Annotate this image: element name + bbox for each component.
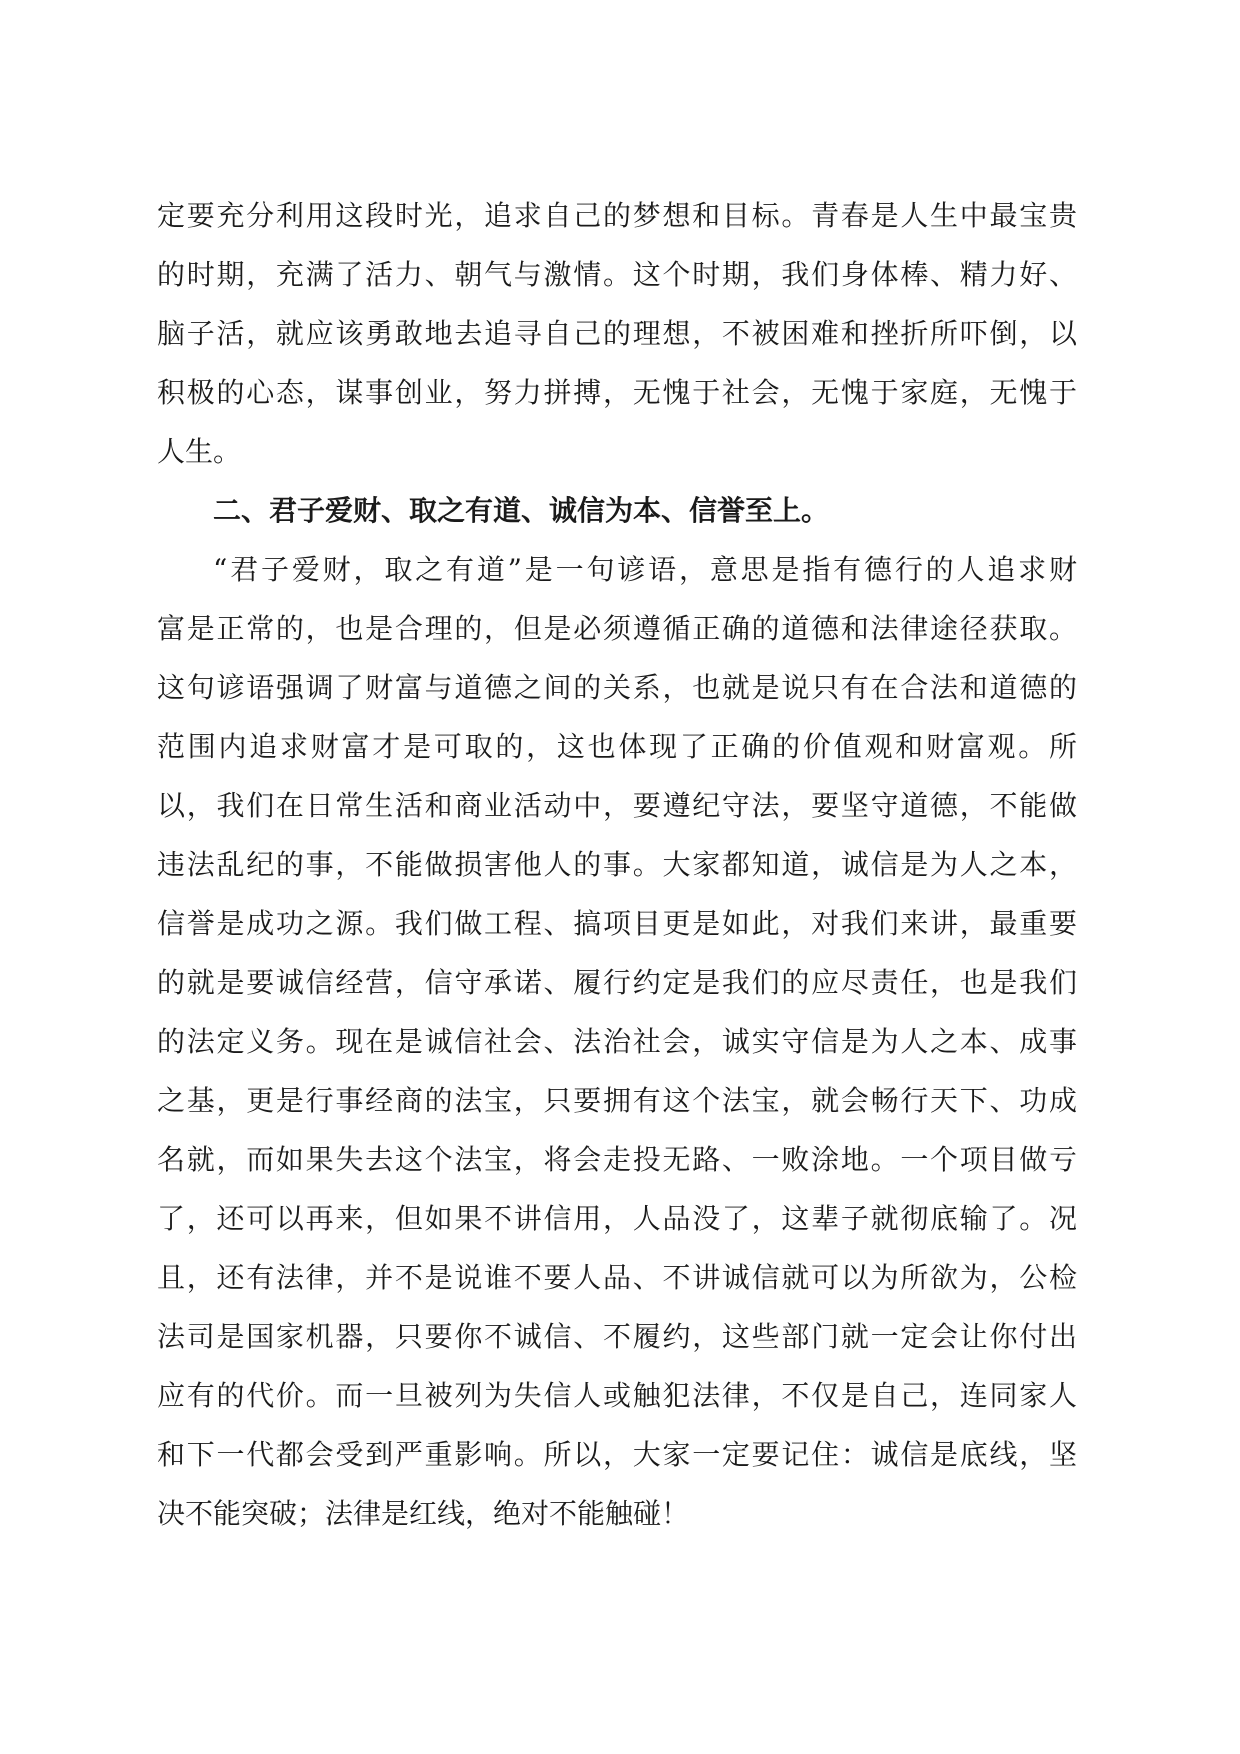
paragraph-2-line-6: 违法乱纪的事，不能做损害他人的事。大家都知道，诚信是为人之本，: [157, 848, 1077, 881]
paragraph-1-line-1: 定要充分利用这段时光，追求自己的梦想和目标。青春是人生中最宝贵: [157, 199, 1077, 232]
paragraph-2-line-17: 决不能突破；法律是红线，绝对不能触碰！: [157, 1497, 690, 1530]
paragraph-1-line-5: 人生。: [157, 435, 242, 468]
paragraph-2-line-4: 范围内追求财富才是可取的，这也体现了正确的价值观和财富观。所: [157, 730, 1077, 763]
paragraph-1-line-3: 脑子活，就应该勇敢地去追寻自己的理想，不被困难和挫折所吓倒，以: [157, 317, 1077, 350]
paragraph-2-line-9: 的法定义务。现在是诚信社会、法治社会，诚实守信是为人之本、成事: [157, 1025, 1077, 1058]
paragraph-2-line-1: “君子爱财，取之有道”是一句谚语，意思是指有德行的人追求财: [213, 553, 1077, 586]
paragraph-2-line-13: 且，还有法律，并不是说谁不要人品、不讲诚信就可以为所欲为，公检: [157, 1261, 1077, 1294]
section-heading: 二、君子爱财、取之有道、诚信为本、信誉至上。: [213, 494, 830, 527]
paragraph-1-line-4: 积极的心态，谋事创业，努力拼搏，无愧于社会，无愧于家庭，无愧于: [157, 376, 1077, 409]
paragraph-2-line-11: 名就，而如果失去这个法宝，将会走投无路、一败涂地。一个项目做亏: [157, 1143, 1077, 1176]
paragraph-2-line-3: 这句谚语强调了财富与道德之间的关系，也就是说只有在合法和道德的: [157, 671, 1077, 704]
paragraph-2-line-2: 富是正常的，也是合理的，但是必须遵循正确的道德和法律途径获取。: [157, 612, 1077, 645]
paragraph-2-line-16: 和下一代都会受到严重影响。所以，大家一定要记住：诚信是底线，坚: [157, 1438, 1077, 1471]
paragraph-2-line-5: 以，我们在日常生活和商业活动中，要遵纪守法，要坚守道德，不能做: [157, 789, 1077, 822]
paragraph-2-line-7: 信誉是成功之源。我们做工程、搞项目更是如此，对我们来讲，最重要: [157, 907, 1077, 940]
paragraph-2-line-10: 之基，更是行事经商的法宝，只要拥有这个法宝，就会畅行天下、功成: [157, 1084, 1077, 1117]
paragraph-2-line-12: 了，还可以再来，但如果不讲信用，人品没了，这辈子就彻底输了。况: [157, 1202, 1077, 1235]
paragraph-2-line-8: 的就是要诚信经营，信守承诺、履行约定是我们的应尽责任，也是我们: [157, 966, 1077, 999]
paragraph-2-line-14: 法司是国家机器，只要你不诚信、不履约，这些部门就一定会让你付出: [157, 1320, 1077, 1353]
paragraph-2-line-15: 应有的代价。而一旦被列为失信人或触犯法律，不仅是自己，连同家人: [157, 1379, 1077, 1412]
paragraph-1-line-2: 的时期，充满了活力、朝气与激情。这个时期，我们身体棒、精力好、: [157, 258, 1077, 291]
